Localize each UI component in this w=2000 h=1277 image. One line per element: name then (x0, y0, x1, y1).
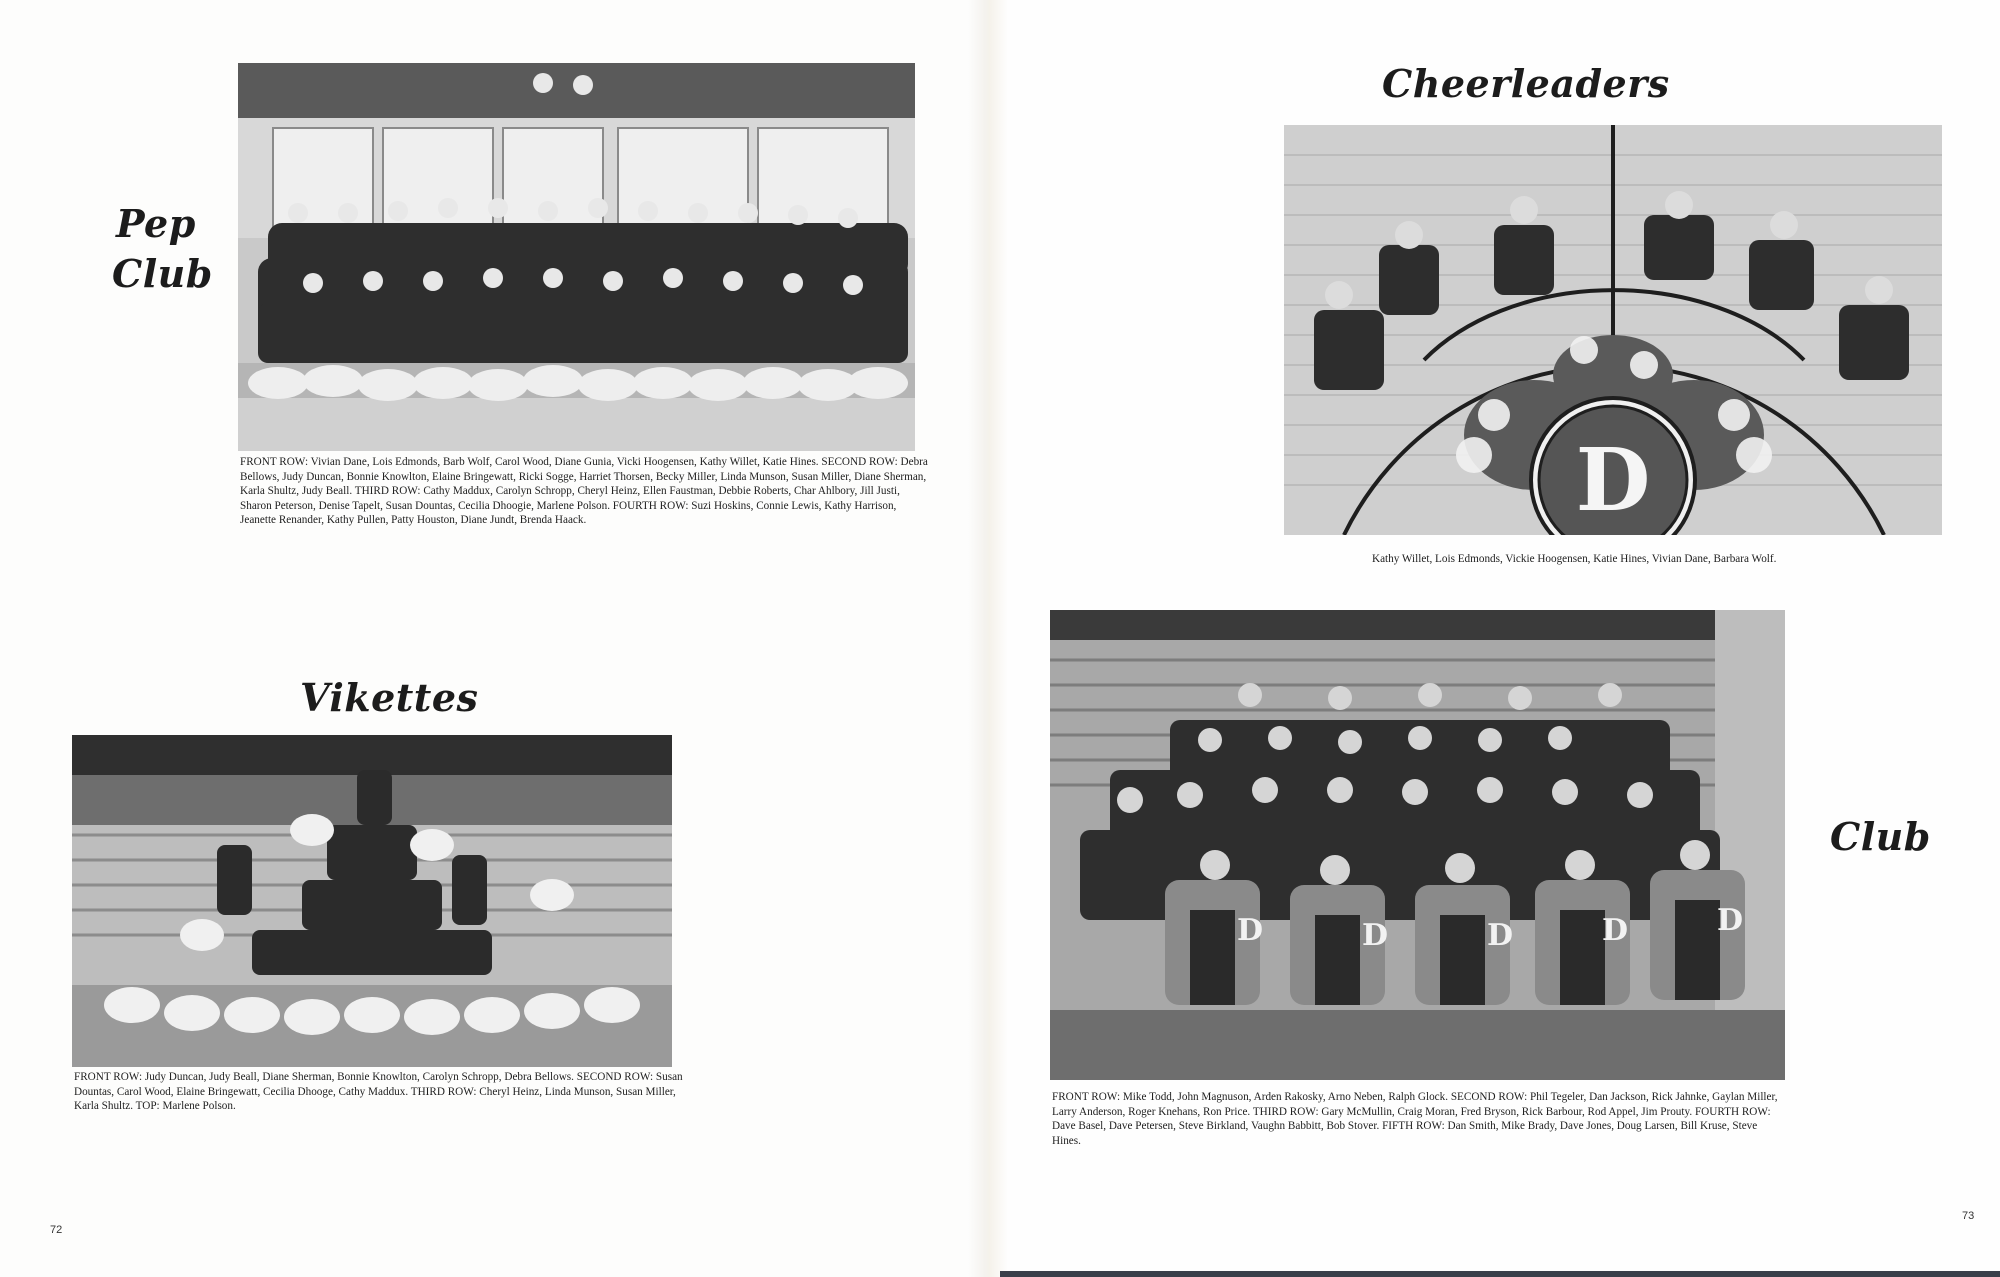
jacket-d-letter: D (1361, 918, 1389, 953)
page-bottom-edge (1000, 1271, 2000, 1277)
page-number-left: 72 (50, 1224, 63, 1236)
jacket-d-letter: D (1236, 913, 1264, 948)
cheerleaders-title: Cheerleaders (1382, 61, 1670, 106)
book-gutter (968, 0, 1008, 1277)
cheerleaders-photo-image (1284, 125, 1942, 535)
vikettes-photo-image (72, 735, 672, 1067)
jacket-d-letter: D (1716, 903, 1744, 938)
pep-club-photo (238, 63, 915, 451)
vikettes-title: Vikettes (300, 675, 479, 720)
pep-club-title-line1: Pep (116, 201, 196, 246)
cheerleaders-photo (1284, 125, 1942, 535)
d-club-caption: FRONT ROW: Mike Todd, John Magnuson, Arden Rakosky, Arno Neben, Ralph Glock. SECOND ROW: Phil Tegeler, Dan Jackson, Rick Jahnke, Gaylan Miller, Larry Anderson, Roger Knehans, Ron Price. THIRD ROW: Gary McMullin, Craig Moran, Fred Bryson, Rick Barbour, Rod Appel, Jim Prouty. FOURTH ROW: Dave Basel, Dave Petersen, Steve Birkland, Vaughn Babbitt, Bob Stover. FIFTH ROW: Dan Smith, Mike Brady, Dave Jones, Doug Larsen, Bill Kruse, Steve Hines. (1052, 1091, 1778, 1147)
cheerleaders-caption: Kathy Willet, Lois Edmonds, Vickie Hoogensen, Katie Hines, Vivian Dane, Barbara Wolf. (1372, 553, 1777, 565)
pep-club-photo-image (238, 63, 915, 451)
page-number-right: 73 (1962, 1210, 1975, 1222)
d-club-photo (1050, 610, 1785, 1080)
vikettes-caption: FRONT ROW: Judy Duncan, Judy Beall, Diane Sherman, Bonnie Knowlton, Carolyn Schropp, Debra Bellows. SECOND ROW: Susan Dountas, Carol Wood, Elaine Bringewatt, Cecilia Dhooge, Cathy Maddux. THIRD ROW: Cheryl Heinz, Linda Munson, Susan Miller, Karla Shultz. TOP: Marlene Polson. (74, 1071, 683, 1113)
d-club-photo-image (1050, 610, 1785, 1080)
pep-club-caption: FRONT ROW: Vivian Dane, Lois Edmonds, Barb Wolf, Carol Wood, Diane Gunia, Vicki Hoogensen, Kathy Willet, Katie Hines. SECOND ROW: Debra Bellows, Judy Duncan, Bonnie Knowlton, Elaine Bringewatt, Ricki Sogge, Harriet Thorsen, Becky Miller, Linda Munson, Susan Miller, Diane Sherman, Karla Shultz, Judy Beall. THIRD ROW: Cathy Maddux, Carolyn Schropp, Cheryl Heinz, Ellen Faustman, Debbie Roberts, Char Ahlbory, Jill Justi, Sharon Peterson, Denise Tapelt, Susan Dountas, Cecilia Dhoogie, Marlene Polson. FOURTH ROW: Suzi Hoskins, Connie Lewis, Kathy Harrison, Jeanette Renander, Kathy Pullen, Patty Houston, Diane Jundt, Brenda Haack. (240, 456, 928, 527)
jacket-d-letter: D (1601, 913, 1629, 948)
d-club-title: Club (1830, 814, 1931, 859)
vikettes-photo (72, 735, 672, 1067)
jacket-d-letter: D (1486, 918, 1514, 953)
center-court-d-emblem: D (1575, 430, 1651, 531)
pep-club-title-line2: Club (112, 251, 213, 296)
